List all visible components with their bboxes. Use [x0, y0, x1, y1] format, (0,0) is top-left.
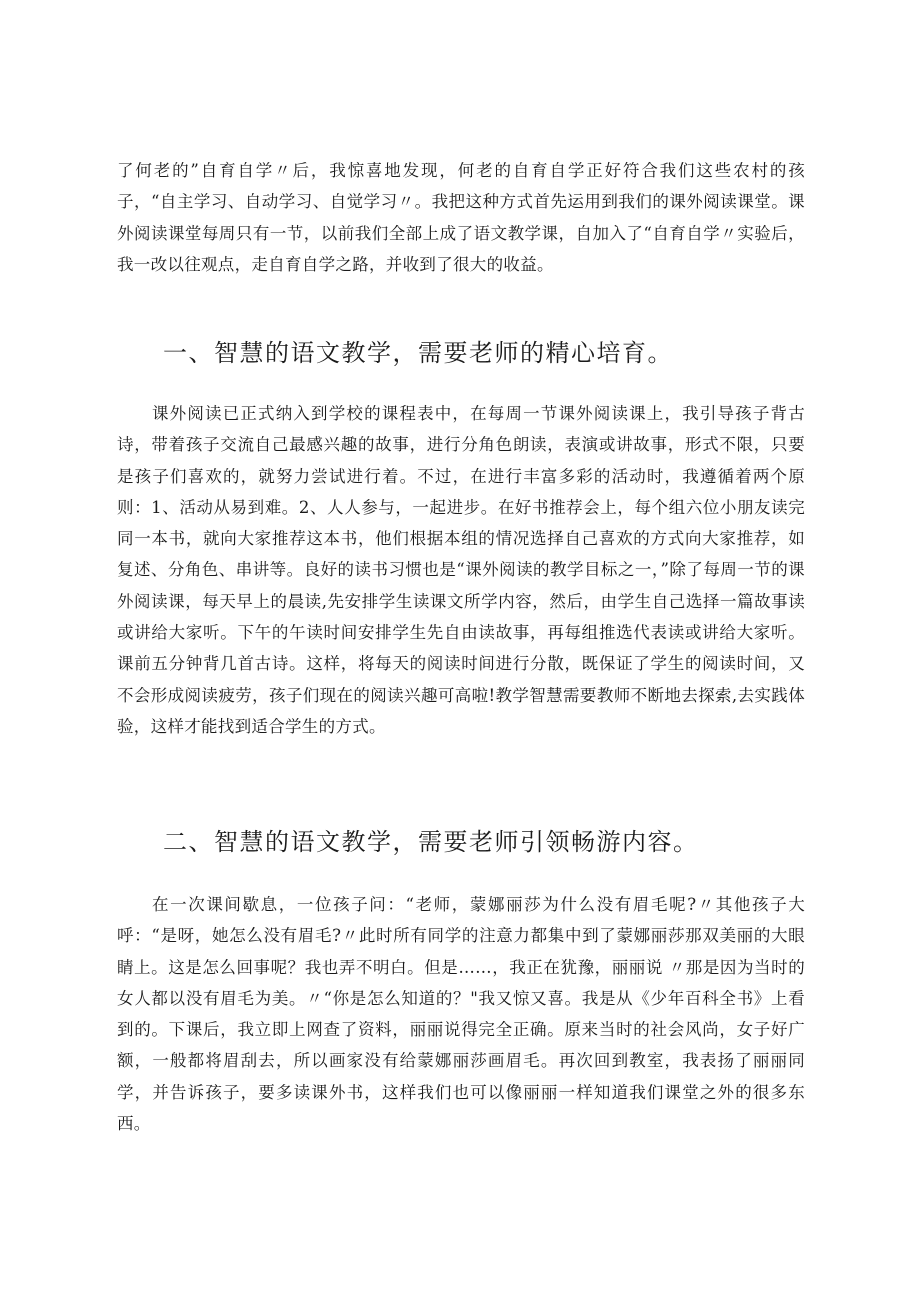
section-1-heading: 一、智慧的语文教学，需要老师的精心培育。	[163, 339, 673, 367]
section-1-paragraph: 课外阅读已正式纳入到学校的课程表中，在每周一节课外阅读课上，我引导孩子背古诗，带着孩子交流自己最感兴趣的故事，进行分角色朗读，表演或讲故事，形式不限，只要是孩子们喜欢的，就努力尝试进行着。不过，在进行丰富多彩的活动时，我遵循着两个原则：1、活动从易到难。2、人人参与，一起进步。在好书推荐会上，每个组六位小朋友读完同一本书，就向大家推荐这本书，他们根据本组的情况选择自己喜欢的方式向大家推荐，如复述、分角色、串讲等。良好的读书习惯也是“课外阅读的教学目标之一，”除了每周一节的课外阅读课，每天早上的晨读,先安排学生读课文所学内容，然后，由学生自己选择一篇故事读或讲给大家听。下午的午读时间安排学生先自由读故事，再每组推选代表读或讲给大家听。课前五分钟背几首古诗。这样，将每天的阅读时间进行分散，既保证了学生的阅读时间，又不会形成阅读疲劳，孩子们现在的阅读兴趣可高啦!教学智慧需要教师不断地去探索,去实践体验，这样才能找到适合学生的方式。	[117, 404, 805, 736]
section-2-paragraph: 在一次课间歇息，一位孩子问：“老师，蒙娜丽莎为什么没有眉毛呢?〃其他孩子大呼：“是呀，她怎么没有眉毛?〃此时所有同学的注意力都集中到了蒙娜丽莎那双美丽的大眼睛上。这是怎么回事呢？我也弄不明白。但是……，我正在犹豫，丽丽说 〃那是因为当时的女人都以没有眉毛为美。〃“你是怎么知道的？"我又惊又喜。我是从《少年百科全书》上看到的。下课后，我立即上网查了资料，丽丽说得完全正确。原来当时的社会风尚，女子好广额，一般都将眉刮去，所以画家没有给蒙娜丽莎画眉毛。再次回到教室，我表扬了丽丽同学，并告诉孩子，要多读课外书，这样我们也可以像丽丽一样知道我们课堂之外的很多东西。	[117, 895, 805, 1134]
intro-paragraph: 了何老的”自育自学〃后，我惊喜地发现，何老的自育自学正好符合我们这些农村的孩子，“自主学习、自动学习、自觉学习〃。我把这种方式首先运用到我们的课外阅读课堂。课外阅读课堂每周只有一节，以前我们全部上成了语文教学课，自加入了“自育自学〃实验后，我一改以往观点，走自育自学之路，并收到了很大的收益。	[117, 161, 805, 274]
section-2-heading: 二、智慧的语文教学，需要老师引领畅游内容。	[163, 828, 699, 856]
